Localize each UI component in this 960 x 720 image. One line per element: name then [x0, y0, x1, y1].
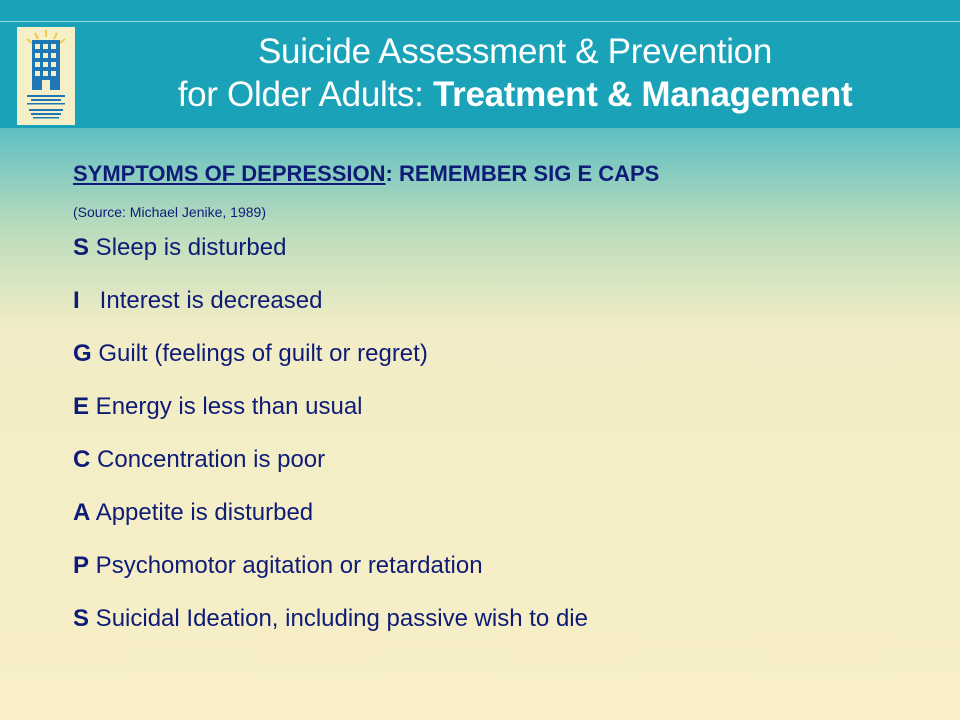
symptom-letter: E — [73, 393, 90, 420]
symptom-letter: C — [73, 446, 91, 473]
symptom-letter: G — [73, 340, 92, 367]
heading-rest: : REMEMBER SIG E CAPS — [385, 161, 660, 186]
symptom-letter: A — [73, 499, 91, 526]
slide-header — [0, 0, 960, 128]
section-heading — [73, 157, 933, 191]
header-divider — [0, 21, 960, 22]
symptom-text: Guilt (feelings of guilt or regret) — [91, 340, 428, 367]
source-citation: (Source: Michael Jenike, 1989) — [73, 204, 266, 220]
symptom-letter: P — [73, 552, 90, 579]
slide-title — [90, 30, 940, 116]
symptom-letter: S — [73, 234, 90, 261]
symptom-text: Interest is decreased — [79, 287, 323, 314]
title-line-1: Suicide Assessment & Prevention — [257, 32, 773, 71]
symptom-text: Appetite is disturbed — [90, 499, 314, 526]
title-line-2-bold: Treatment & Management — [432, 75, 853, 114]
symptom-text: Suicidal Ideation, including passive wish to die — [89, 605, 588, 632]
symptom-item — [73, 443, 933, 496]
symptom-item — [73, 284, 933, 337]
symptom-letter: S — [73, 605, 90, 632]
heading-underlined: SYMPTOMS OF DEPRESSION — [73, 161, 386, 186]
symptom-item — [73, 337, 933, 390]
symptom-letter: I — [73, 287, 80, 314]
building-logo-icon — [17, 27, 75, 125]
symptom-item — [73, 231, 933, 284]
title-line-2 — [90, 73, 940, 116]
symptom-item — [73, 390, 933, 443]
symptom-text: Concentration is poor — [90, 446, 326, 473]
title-line-2-plain: for Older Adults: — [177, 75, 433, 114]
symptom-item — [73, 602, 933, 655]
slide-body — [73, 157, 933, 655]
symptom-item — [73, 549, 933, 602]
symptom-item — [73, 496, 933, 549]
symptom-text: Energy is less than usual — [89, 393, 363, 420]
symptom-text: Sleep is disturbed — [89, 234, 287, 261]
symptom-text: Psychomotor agitation or retardation — [89, 552, 483, 579]
